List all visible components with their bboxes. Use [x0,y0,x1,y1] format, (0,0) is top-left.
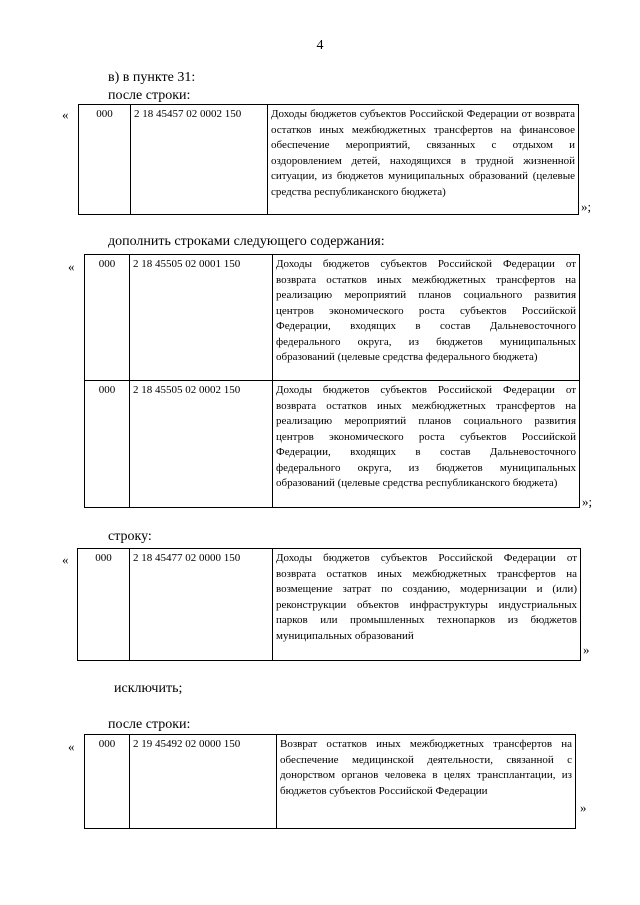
table-row [85,735,576,829]
table-cell-description: Доходы бюджетов субъектов Российской Федерации от возврата остатков иных межбюджетных трансфертов на возмещение затрат по созданию, модернизации и (или) реконструкции объектов инфраструктуры индустриальных парков или промышленных технопарков из бюджетов муниципальных образований [273,549,581,661]
close-quote: » [580,800,587,815]
open-quote: « [68,739,75,754]
table-cell-kbk: 2 19 45492 02 0000 150 [130,735,277,829]
table-cell-description: Доходы бюджетов субъектов Российской Федерации от возврата остатков иных межбюджетных трансфертов на финансовое обеспечение мероприятий, связанных с отдыхом и оздоровлением детей, находящихся в трудной жизненной ситуации, из бюджетов муниципальных образований (целевые средства республиканского бюджета) [268,105,579,215]
table-cell-code: 000 [85,381,130,508]
budget-table-4 [84,734,576,829]
close-quote: » [583,642,590,657]
table-cell-description: Доходы бюджетов субъектов Российской Федерации от возврата остатков иных межбюджетных трансфертов на реализацию мероприятий планов социального развития центров экономического роста субъектов Российской Федерации, входящих в состав Дальневосточного федерального округа, из бюджетов муниципальных образований (целевые средства федерального бюджета) [273,255,580,381]
close-quote: »; [581,199,592,214]
close-quote: »; [582,494,593,509]
open-quote: « [68,259,75,274]
section-heading: строку: [108,529,152,544]
open-quote: « [62,552,69,567]
intro-line-1: в) в пункте 31: [108,70,196,85]
section-heading: дополнить строками следующего содержания: [108,234,385,249]
table-cell-kbk: 2 18 45457 02 0002 150 [131,105,268,215]
intro-line-2: после строки: [108,88,191,103]
table-cell-code: 000 [85,255,130,381]
table-cell-description: Доходы бюджетов субъектов Российской Федерации от возврата остатков иных межбюджетных трансфертов на реализацию мероприятий планов социального развития центров экономического роста субъектов Российской Федерации, входящих в состав Дальневосточного федерального округа, из бюджетов муниципальных образований (целевые средства республиканского бюджета) [273,381,580,508]
table-cell-code: 000 [85,735,130,829]
budget-table-2 [84,254,580,508]
table-row [85,381,580,508]
table-cell-kbk: 2 18 45505 02 0002 150 [130,381,273,508]
table-cell-kbk: 2 18 45505 02 0001 150 [130,255,273,381]
table-cell-kbk: 2 18 45477 02 0000 150 [130,549,273,661]
section-heading: исключить; [114,681,183,696]
table-row [85,255,580,381]
budget-table-1 [78,104,579,215]
section-heading: после строки: [108,717,191,732]
open-quote: « [62,107,69,122]
table-cell-code: 000 [79,105,131,215]
table-row [78,549,581,661]
table-cell-code: 000 [78,549,130,661]
budget-table-3 [77,548,581,661]
table-row [79,105,579,215]
page-number: 4 [316,38,324,53]
table-cell-description: Возврат остатков иных межбюджетных трансфертов на обеспечение медицинской деятельности, связанной с донорством органов человека в целях трансплантации, из бюджетов субъектов Российской Федерации [277,735,576,829]
